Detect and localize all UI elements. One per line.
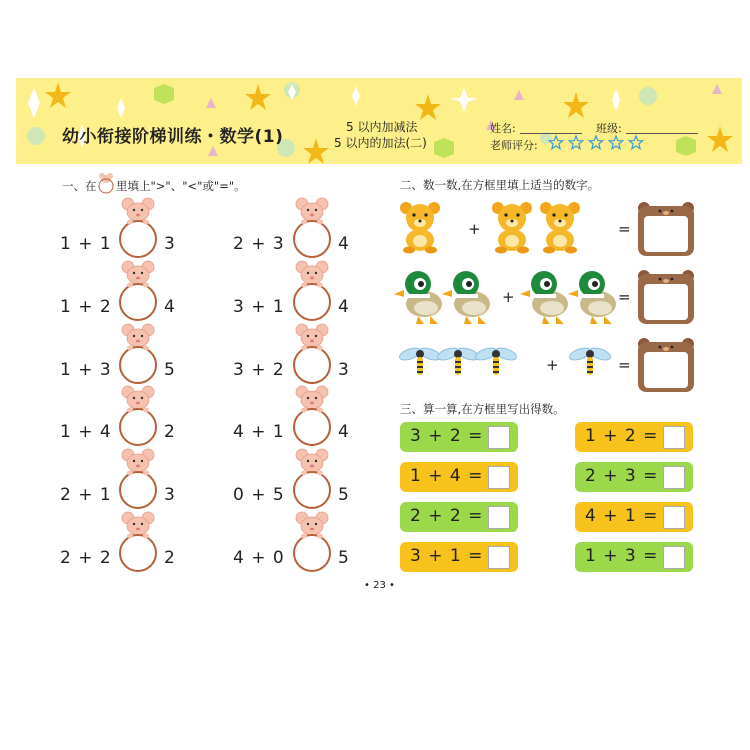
compare-number: 5 <box>338 485 349 506</box>
compare-circle[interactable] <box>290 510 334 576</box>
arithmetic-expression: 3 + 1 = <box>410 546 484 566</box>
score-label: 老师评分: <box>490 139 538 152</box>
compare-circle[interactable] <box>290 447 334 513</box>
compare-circle[interactable] <box>290 384 334 450</box>
arithmetic-expression: 1 + 2 = <box>585 426 659 446</box>
compare-number: 4 <box>164 296 175 317</box>
plus-sign: + <box>468 220 481 238</box>
arithmetic-card <box>400 502 518 532</box>
equals-sign: = <box>618 288 631 306</box>
worksheet-title: 幼小衔接阶梯训练・数学(1) <box>62 127 284 147</box>
compare-circle[interactable] <box>290 322 334 388</box>
compare-expression: 3 + 1 <box>233 296 285 317</box>
arithmetic-card <box>400 422 518 452</box>
arithmetic-expression: 1 + 3 = <box>585 546 659 566</box>
answer-frame[interactable] <box>644 352 688 388</box>
arithmetic-expression: 1 + 4 = <box>410 466 484 486</box>
class-field[interactable] <box>626 133 698 134</box>
answer-box[interactable] <box>488 546 510 569</box>
score-stars[interactable] <box>548 135 658 151</box>
compare-expression: 1 + 1 <box>60 234 112 254</box>
arithmetic-expression: 4 + 1 = <box>585 506 659 526</box>
equals-sign: = <box>618 220 631 238</box>
answer-frame[interactable] <box>644 216 688 252</box>
answer-frame[interactable] <box>644 284 688 320</box>
answer-box[interactable] <box>663 466 685 489</box>
compare-expression: 4 + 1 <box>233 422 285 443</box>
compare-number: 3 <box>338 359 349 380</box>
answer-box[interactable] <box>663 426 685 449</box>
section1-instruction-suffix: 里填上">"、"<"或"="。 <box>116 179 246 193</box>
compare-expression: 1 + 2 <box>60 296 112 317</box>
compare-expression: 2 + 1 <box>60 485 112 506</box>
compare-expression: 1 + 4 <box>60 422 112 443</box>
score-star-icon[interactable] <box>569 136 582 149</box>
answer-box[interactable] <box>488 506 510 529</box>
compare-circle[interactable] <box>116 447 160 513</box>
arithmetic-card <box>575 462 693 492</box>
compare-circle[interactable] <box>290 259 334 325</box>
equals-sign: = <box>618 356 631 374</box>
compare-number: 4 <box>338 234 349 254</box>
compare-expression: 1 + 3 <box>60 359 112 380</box>
plus-sign: + <box>502 288 515 306</box>
unit-subtitle: 5 以内加减法 <box>346 120 418 134</box>
compare-circle[interactable] <box>116 510 160 576</box>
compare-number: 4 <box>338 296 349 317</box>
answer-box[interactable] <box>488 426 510 449</box>
compare-circle[interactable] <box>116 259 160 325</box>
page-number: • 23 • <box>364 580 395 591</box>
name-label: 姓名: <box>490 122 516 135</box>
answer-box[interactable] <box>663 546 685 569</box>
compare-expression: 0 + 5 <box>233 485 285 506</box>
arithmetic-card <box>575 542 693 572</box>
compare-number: 3 <box>164 234 175 254</box>
answer-box[interactable] <box>663 506 685 529</box>
arithmetic-card <box>400 462 518 492</box>
lesson-subtitle: 5 以内的加法(二) <box>334 136 427 150</box>
answer-box[interactable] <box>488 466 510 489</box>
arithmetic-expression: 3 + 2 = <box>410 426 484 446</box>
score-star-icon[interactable] <box>609 136 622 149</box>
mouse-circle-icon <box>97 172 115 194</box>
compare-expression: 3 + 2 <box>233 359 285 380</box>
arithmetic-card <box>400 542 518 572</box>
compare-expression: 4 + 0 <box>233 548 285 568</box>
compare-circle[interactable] <box>116 196 160 262</box>
arithmetic-card <box>575 422 693 452</box>
compare-expression: 2 + 3 <box>233 234 285 254</box>
arithmetic-expression: 2 + 2 = <box>410 506 484 526</box>
section2-title: 二、数一数,在方框里填上适当的数字。 <box>400 178 600 192</box>
compare-circle[interactable] <box>116 322 160 388</box>
score-star-icon[interactable] <box>629 136 642 149</box>
compare-circle[interactable] <box>116 384 160 450</box>
score-star-icon[interactable] <box>549 136 562 149</box>
arithmetic-expression: 2 + 3 = <box>585 466 659 486</box>
arithmetic-card <box>575 502 693 532</box>
compare-number: 5 <box>164 359 175 380</box>
section3-title: 三、算一算,在方框里写出得数。 <box>400 402 565 416</box>
name-field[interactable] <box>520 133 582 134</box>
compare-number: 2 <box>164 548 175 568</box>
score-star-icon[interactable] <box>589 136 602 149</box>
compare-number: 3 <box>164 485 175 506</box>
compare-number: 4 <box>338 422 349 443</box>
section1-instruction-prefix: 一、在 <box>62 179 97 193</box>
plus-sign: + <box>546 356 559 374</box>
class-label: 班级: <box>596 122 622 135</box>
compare-number: 2 <box>164 422 175 443</box>
compare-number: 5 <box>338 548 349 568</box>
compare-expression: 2 + 2 <box>60 548 112 568</box>
compare-circle[interactable] <box>290 196 334 262</box>
